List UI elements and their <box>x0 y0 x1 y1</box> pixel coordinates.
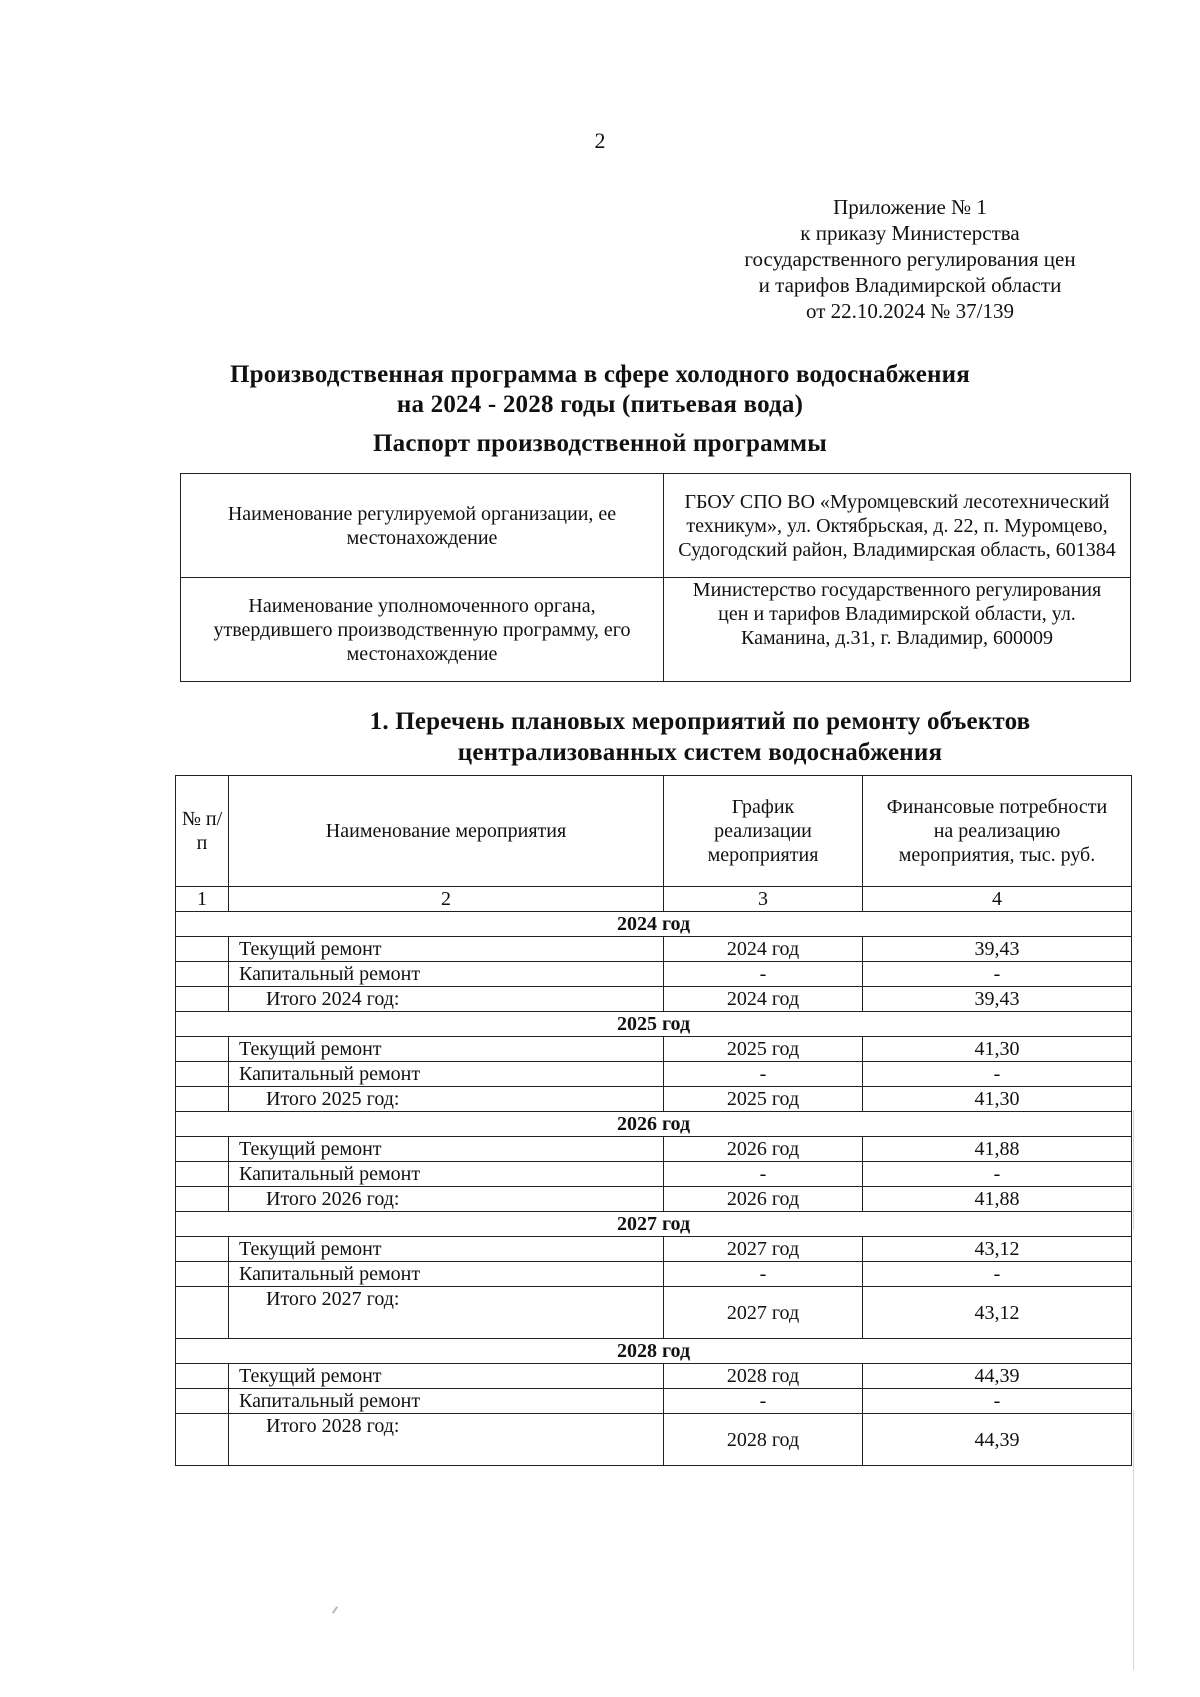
activity-name: Капитальный ремонт <box>229 1062 664 1087</box>
scan-artifact <box>332 1606 338 1614</box>
section-heading <box>300 706 1100 768</box>
table-row <box>176 1364 1132 1389</box>
table-row <box>176 1037 1132 1062</box>
activity-schedule: 2024 год <box>664 937 863 962</box>
page-number: 2 <box>594 128 606 153</box>
section-heading-line: 1. Перечень плановых мероприятий по ремонту объектов <box>369 708 1031 735</box>
total-label: Итого 2025 год: <box>229 1087 664 1112</box>
activity-amount: - <box>863 962 1132 987</box>
appendix-line: Приложение № 1 <box>833 195 987 219</box>
year-row <box>176 1112 1132 1137</box>
activity-amount: 41,88 <box>863 1137 1132 1162</box>
total-label: Итого 2027 год: <box>229 1287 664 1339</box>
activity-schedule: - <box>664 1389 863 1414</box>
column-number: 2 <box>229 887 664 912</box>
activity-schedule: 2028 год <box>664 1364 863 1389</box>
activity-amount: 41,30 <box>863 1037 1132 1062</box>
total-label: Итого 2028 год: <box>229 1414 664 1466</box>
total-row <box>176 1087 1132 1112</box>
total-row <box>176 987 1132 1012</box>
activity-amount: 44,39 <box>863 1364 1132 1389</box>
activity-schedule: 2027 год <box>664 1287 863 1339</box>
appendix-line: государственного регулирования цен <box>744 247 1076 271</box>
total-row <box>176 1414 1132 1466</box>
table-row <box>176 1137 1132 1162</box>
section-heading-line: централизованных систем водоснабжения <box>457 739 943 766</box>
activity-schedule: 2028 год <box>664 1414 863 1466</box>
activity-schedule: 2025 год <box>664 1037 863 1062</box>
activity-amount: 41,88 <box>863 1187 1132 1212</box>
activity-schedule: 2027 год <box>664 1237 863 1262</box>
activity-name: Капитальный ремонт <box>229 1389 664 1414</box>
passport-table <box>180 473 1131 682</box>
appendix-line: к приказу Министерства <box>800 221 1020 245</box>
scan-artifact <box>1133 1110 1134 1230</box>
table-row <box>176 1162 1132 1187</box>
activity-schedule: 2024 год <box>664 987 863 1012</box>
column-number: 4 <box>863 887 1132 912</box>
activity-name: Текущий ремонт <box>229 937 664 962</box>
scan-artifact <box>1133 1410 1134 1670</box>
activity-schedule: - <box>664 1262 863 1287</box>
activity-amount: - <box>863 1162 1132 1187</box>
passport-heading: Паспорт производственной программы <box>373 430 827 457</box>
year-row <box>176 1339 1132 1364</box>
year-label: 2025 год <box>176 1012 1132 1037</box>
year-label: 2026 год <box>176 1112 1132 1137</box>
column-header: График реализации мероприятия <box>664 776 863 887</box>
appendix-line: от 22.10.2024 № 37/139 <box>805 299 1015 323</box>
activity-amount: 44,39 <box>863 1414 1132 1466</box>
passport-row <box>181 578 1131 682</box>
year-row <box>176 1212 1132 1237</box>
passport-label: Наименование уполномоченного органа, утвердившего производственную программу, его местонахождение <box>181 578 664 682</box>
passport-label: Наименование регулируемой организации, ее местонахождение <box>181 474 664 578</box>
table-row <box>176 1062 1132 1087</box>
year-label: 2027 год <box>176 1212 1132 1237</box>
document-title-line: Производственная программа в сфере холодного водоснабжения <box>230 361 970 388</box>
total-row <box>176 1287 1132 1339</box>
activity-name: Капитальный ремонт <box>229 962 664 987</box>
column-header: Финансовые потребности на реализацию мероприятия, тыс. руб. <box>863 776 1132 887</box>
table-row <box>176 962 1132 987</box>
year-label: 2024 год <box>176 912 1132 937</box>
activity-amount: - <box>863 1262 1132 1287</box>
column-header: № п/п <box>176 776 229 887</box>
activity-schedule: - <box>664 1062 863 1087</box>
activity-schedule: 2025 год <box>664 1087 863 1112</box>
activity-schedule: 2026 год <box>664 1137 863 1162</box>
appendix-line: и тарифов Владимирской области <box>758 273 1062 297</box>
column-number-row <box>176 887 1132 912</box>
table-row <box>176 1389 1132 1414</box>
passport-value: Министерство государственного регулирования цен и тарифов Владимирской области, ул. Каманина, д.31, г. Владимир, 600009 <box>664 578 1131 682</box>
activity-name: Капитальный ремонт <box>229 1162 664 1187</box>
table-row <box>176 1262 1132 1287</box>
year-label: 2028 год <box>176 1339 1132 1364</box>
activity-name: Капитальный ремонт <box>229 1262 664 1287</box>
activity-name: Текущий ремонт <box>229 1137 664 1162</box>
table-header-row <box>176 776 1132 887</box>
activity-amount: 39,43 <box>863 937 1132 962</box>
column-number: 3 <box>664 887 863 912</box>
year-row <box>176 912 1132 937</box>
activity-name: Текущий ремонт <box>229 1364 664 1389</box>
column-header: Наименование мероприятия <box>229 776 664 887</box>
document-title-line: на 2024 - 2028 годы (питьевая вода) <box>396 391 804 418</box>
activity-name: Текущий ремонт <box>229 1237 664 1262</box>
total-label: Итого 2024 год: <box>229 987 664 1012</box>
activity-schedule: 2026 год <box>664 1187 863 1212</box>
table-row <box>176 937 1132 962</box>
total-row <box>176 1187 1132 1212</box>
passport-row <box>181 474 1131 578</box>
activity-amount: 39,43 <box>863 987 1132 1012</box>
document-title <box>160 360 1040 420</box>
passport-value: ГБОУ СПО ВО «Муромцевский лесотехнический техникум», ул. Октябрьская, д. 22, п. Муромцево, Судогодский район, Владимирская область, 601384 <box>664 474 1131 578</box>
activity-amount: - <box>863 1389 1132 1414</box>
year-row <box>176 1012 1132 1037</box>
activity-amount: 41,30 <box>863 1087 1132 1112</box>
activity-schedule: - <box>664 962 863 987</box>
table-row <box>176 1237 1132 1262</box>
appendix-block <box>700 194 1120 324</box>
plan-table <box>175 775 1132 1466</box>
activity-name: Текущий ремонт <box>229 1037 664 1062</box>
activity-amount: - <box>863 1062 1132 1087</box>
column-number: 1 <box>176 887 229 912</box>
activity-amount: 43,12 <box>863 1237 1132 1262</box>
activity-schedule: - <box>664 1162 863 1187</box>
activity-amount: 43,12 <box>863 1287 1132 1339</box>
total-label: Итого 2026 год: <box>229 1187 664 1212</box>
